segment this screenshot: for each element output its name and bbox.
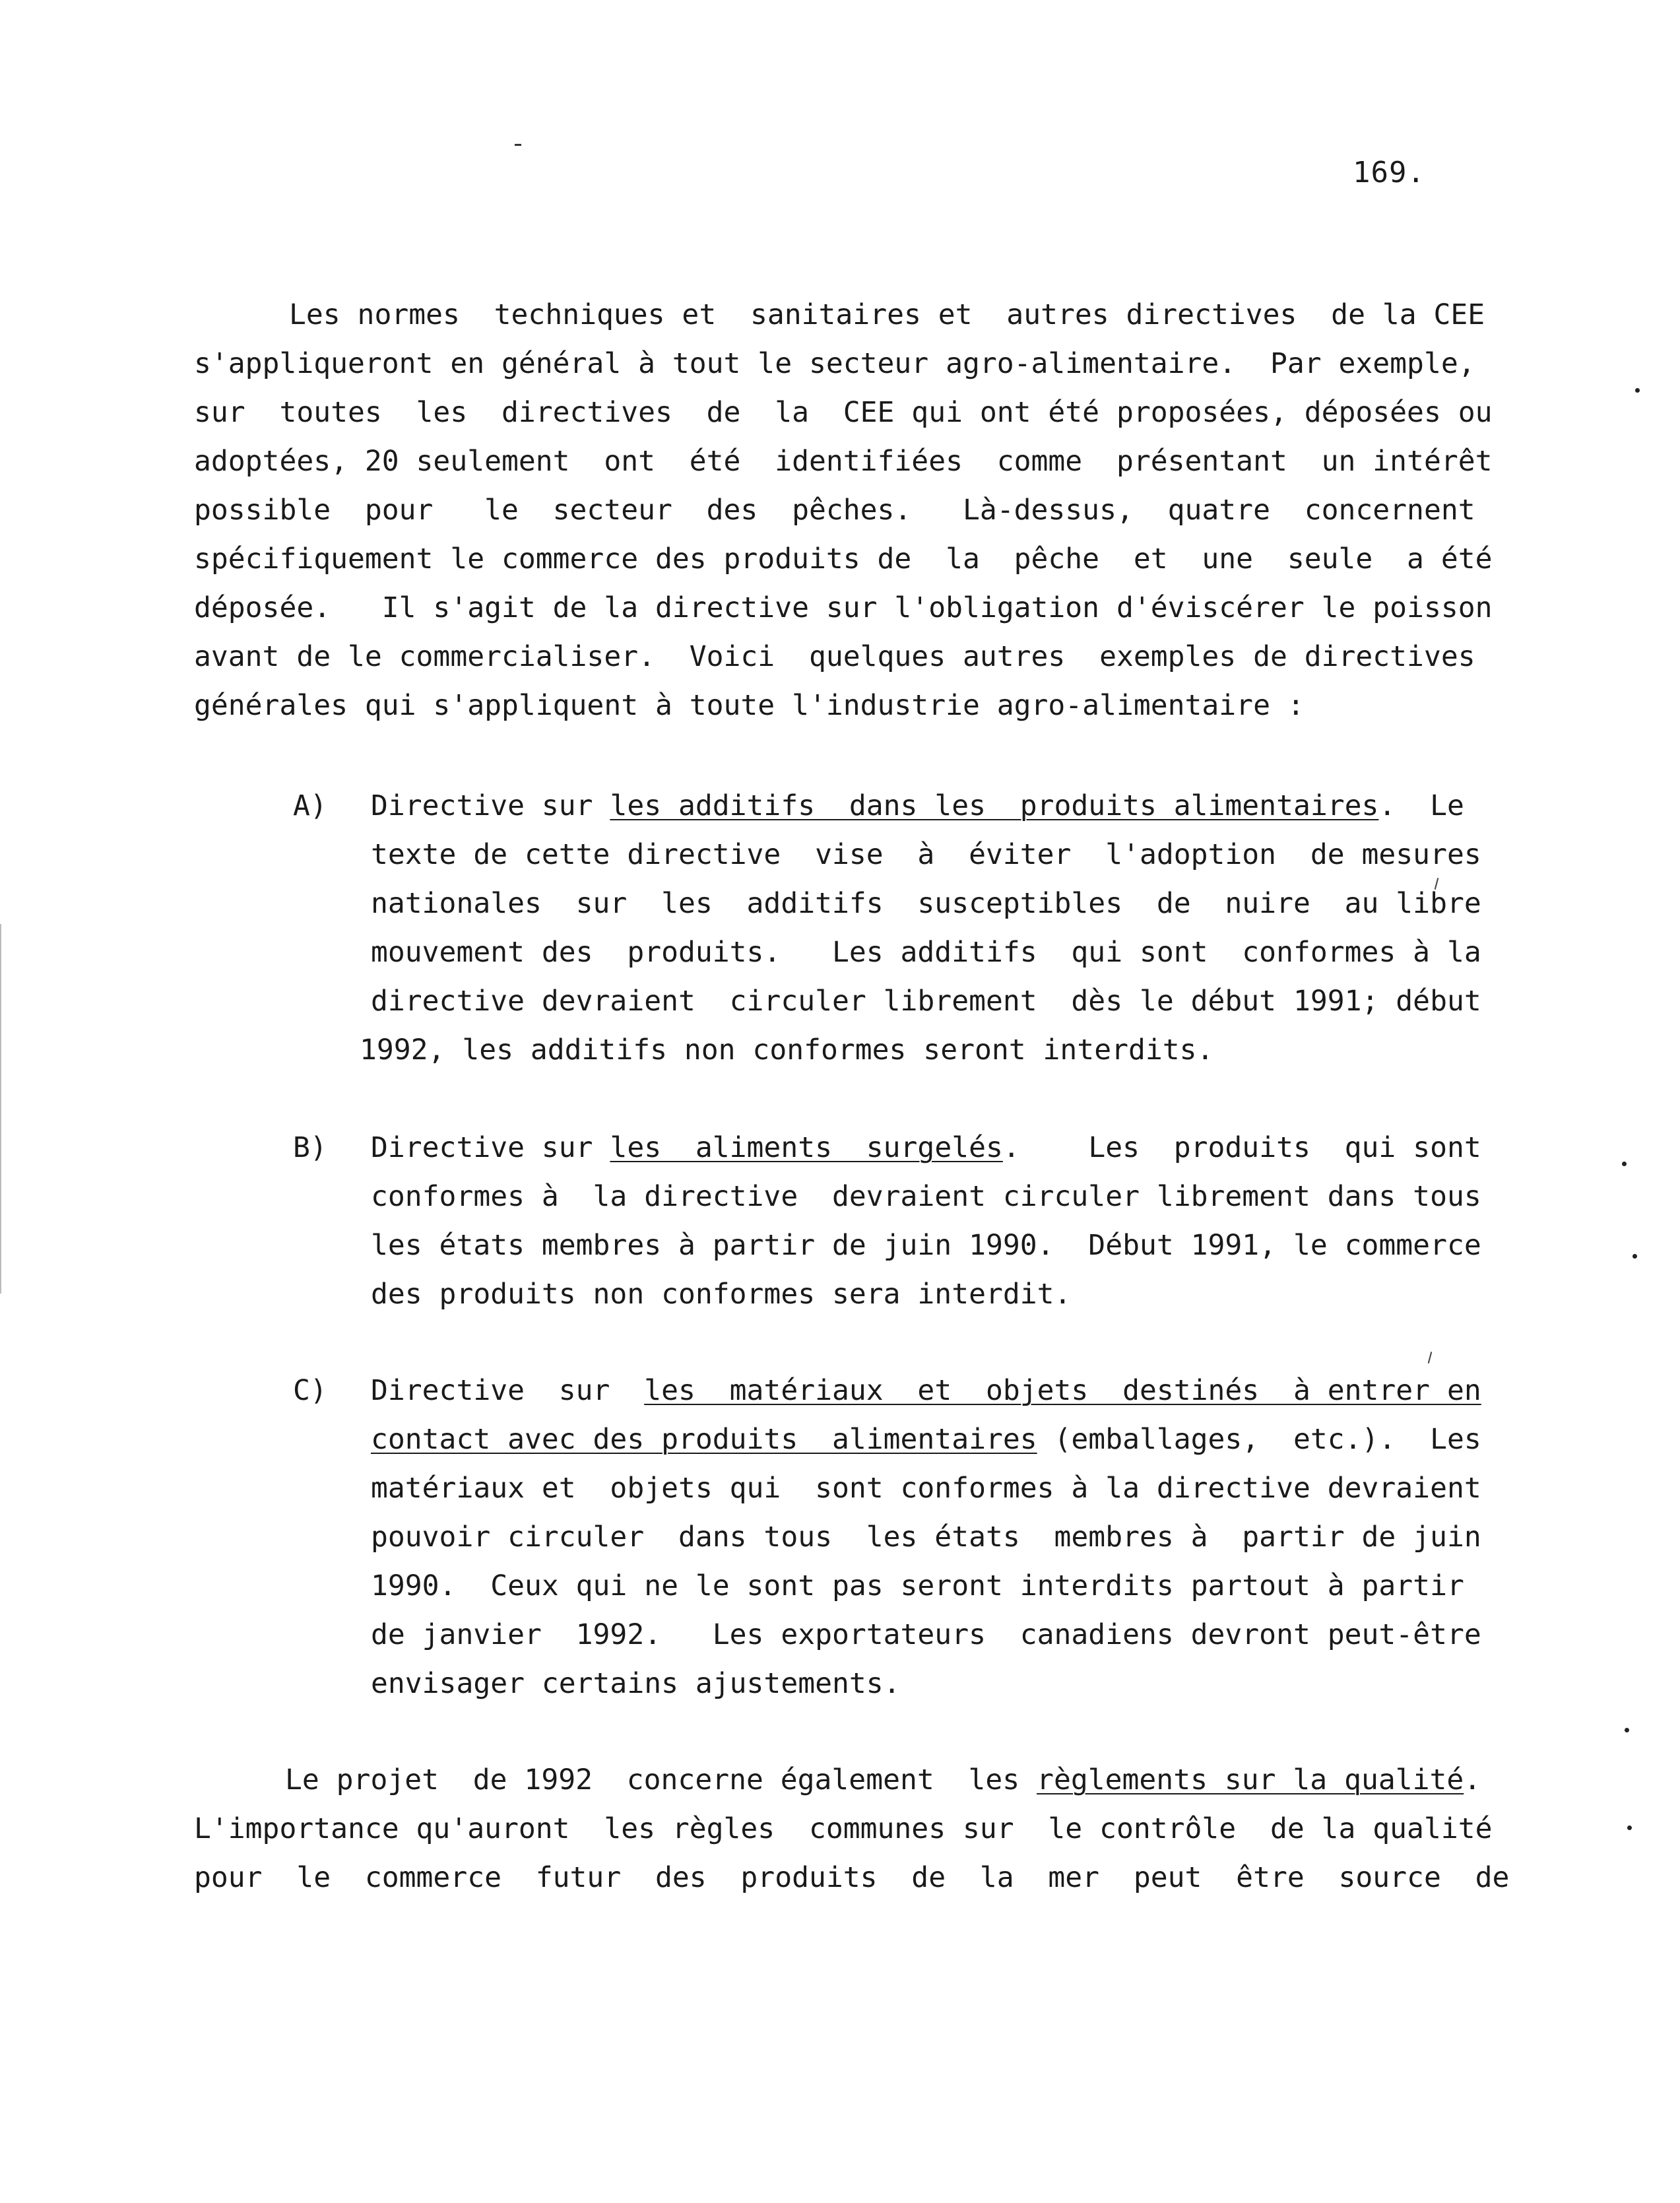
item-first-line [371,1131,1481,1167]
item-line: envisager certains ajustements. [371,1667,901,1700]
item-line: de janvier 1992. Les exportateurs canadiens devront peut-être [371,1618,1481,1651]
intro-line: spécifiquement le commerce des produits de la pêche et une seule a été [194,543,1493,575]
intro-line: possible pour le secteur des pêches. Là-dessus, quatre concernent [194,494,1475,527]
intro-line: générales qui s'appliquent à toute l'industrie agro-alimentaire : [194,689,1305,722]
scan-speck [1632,1254,1637,1259]
item-text: Directive sur [371,789,610,822]
closing-line: L'importance qu'auront les règles communes sur le contrôle de la qualité [194,1812,1493,1845]
item-line: des produits non conformes sera interdit. [371,1278,1072,1311]
scan-speck [1635,388,1640,393]
intro-line: s'appliqueront en général à tout le secteur agro-alimentaire. Par exemple, [194,347,1475,380]
scan-speck [1622,1162,1627,1166]
intro-line: avant de le commercialiser. Voici quelques autres exemples de directives [194,640,1475,673]
item-line: nationales sur les additifs susceptibles de nuire au libre [371,887,1481,920]
intro-line: adoptées, 20 seulement ont été identifiées comme présentant un intérêt [194,445,1493,478]
item-text: (emballages, etc.). Les [1037,1423,1481,1456]
item-underlined-title: les matériaux et objets destinés à entrer en [644,1374,1481,1407]
item-label: B) [293,1131,327,1164]
item-line: mouvement des produits. Les additifs qui sont conformes à la [371,936,1481,969]
item-text: . Les produits qui sont [1002,1131,1481,1164]
item-underlined-title: contact avec des produits alimentaires [371,1423,1037,1456]
item-first-line [371,1374,1481,1410]
item-text: . Le [1378,789,1464,822]
item-line: 1992, les additifs non conformes seront interdits. [360,1034,1214,1067]
scan-speck [1428,1352,1433,1364]
item-first-line [371,789,1464,825]
closing-text: . [1464,1763,1481,1796]
closing-line: pour le commerce futur des produits de la mer peut être source de [194,1861,1510,1894]
item-line: les états membres à partir de juin 1990. Début 1991, le commerce [371,1229,1481,1262]
scan-edge-line [0,924,1,1294]
scan-speck [1627,1825,1632,1830]
item-second-line [371,1423,1481,1459]
scan-speck [515,144,521,146]
item-line: matériaux et objets qui sont conformes à la directive devraient [371,1472,1481,1505]
item-line: conformes à la directive devraient circuler librement dans tous [371,1180,1481,1213]
closing-text: Le projet de 1992 concerne également les [285,1763,1037,1796]
scan-speck [1625,1728,1629,1732]
item-text: Directive sur [371,1374,645,1407]
item-label: C) [293,1374,327,1407]
closing-first-line [285,1763,1481,1799]
intro-line: Les normes techniques et sanitaires et autres directives de la CEE [289,298,1485,331]
item-line: directive devraient circuler librement dès le début 1991; début [371,985,1481,1018]
closing-underlined-title: règlements sur la qualité [1037,1763,1464,1796]
item-underlined-title: les additifs dans les produits alimentaires [610,789,1379,822]
item-line: texte de cette directive vise à éviter l'adoption de mesures [371,838,1481,871]
item-line: pouvoir circuler dans tous les états membres à partir de juin [371,1521,1481,1554]
intro-line: déposée. Il s'agit de la directive sur l'obligation d'éviscérer le poisson [194,591,1493,624]
intro-line: sur toutes les directives de la CEE qui ont été proposées, déposées ou [194,396,1493,429]
page-number: 169. [1353,156,1425,189]
item-text: Directive sur [371,1131,610,1164]
item-label: A) [293,789,327,822]
item-line: 1990. Ceux qui ne le sont pas seront interdits partout à partir [371,1569,1464,1602]
item-underlined-title: les aliments surgelés [610,1131,1003,1164]
